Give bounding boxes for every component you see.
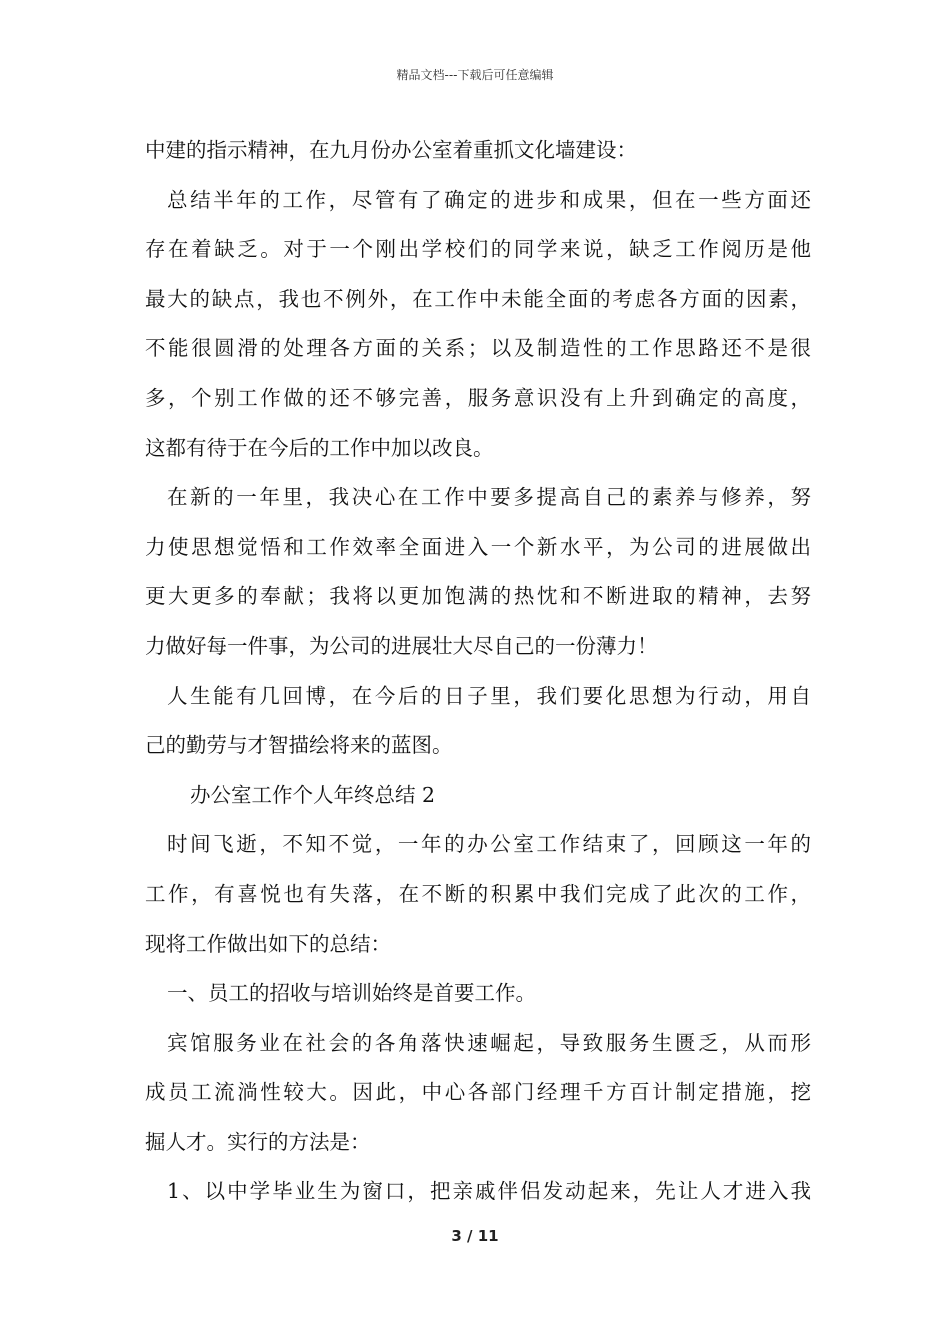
text-line: 宾馆服务业在社会的各角落快速崛起，导致服务生匮乏，从而形: [167, 1030, 811, 1055]
text-line: 人生能有几回博，在今后的日子里，我们要化思想为行动，用自: [167, 683, 811, 708]
document-body: [145, 126, 811, 1217]
text-line: 己的勤劳与才智描绘将来的蓝图。: [145, 733, 453, 758]
text-line: 中建的指示精神，在九月份办公室着重抓文化墙建设：: [145, 138, 637, 162]
text-line: 在新的一年里，我决心在工作中要多提高自己的素养与修养，努: [167, 485, 811, 510]
page-number: 3 / 11: [451, 1227, 499, 1245]
text-line: 这都有待于在今后的工作中加以改良。: [145, 435, 494, 460]
text-line: 力使思想觉悟和工作效率全面进入一个新水平，为公司的进展做出: [145, 534, 811, 559]
text-line: 存在着缺乏。对于一个刚出学校们的同学来说，缺乏工作阅历是他: [145, 237, 811, 262]
text-line: 力做好每一件事，为公司的进展壮大尽自己的一份薄力！: [145, 633, 658, 658]
text-line: 现将工作做出如下的总结：: [145, 931, 391, 956]
section-heading: 办公室工作个人年终总结 2: [190, 782, 436, 807]
text-line: 掘人才。实行的方法是：: [145, 1129, 371, 1154]
text-line: 时间飞逝，不知不觉，一年的办公室工作结束了，回顾这一年的: [167, 832, 811, 857]
page-header: 精品文档---下载后可任意编辑: [396, 68, 554, 82]
text-line: 最大的缺点，我也不例外，在工作中未能全面的考虑各方面的因素，: [145, 286, 811, 311]
text-line: 1、以中学毕业生为窗口，把亲戚伴侣发动起来，先让人才进入我: [167, 1179, 811, 1204]
text-line: 多，个别工作做的还不够完善，服务意识没有上升到确定的高度，: [145, 385, 811, 410]
text-line: 不能很圆滑的处理各方面的关系；以及制造性的工作思路还不是很: [145, 336, 811, 361]
text-line: 更大更多的奉献；我将以更加饱满的热忱和不断进取的精神，去努: [145, 584, 811, 609]
text-line: 总结半年的工作，尽管有了确定的进步和成果，但在一些方面还: [167, 187, 811, 212]
text-line: 工作，有喜悦也有失落，在不断的积累中我们完成了此次的工作，: [145, 881, 811, 906]
text-line: 成员工流淌性较大。因此，中心各部门经理千方百计制定措施，挖: [145, 1080, 811, 1105]
text-line: 一、员工的招收与培训始终是首要工作。: [167, 981, 536, 1006]
